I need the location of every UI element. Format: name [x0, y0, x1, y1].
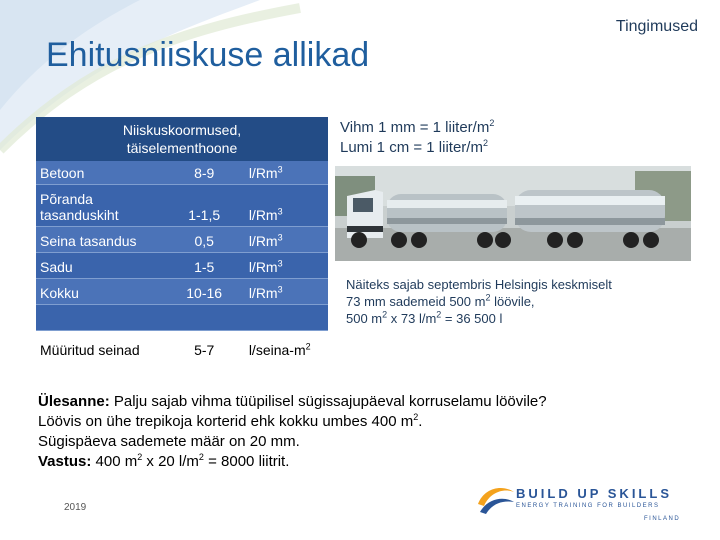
row-label	[36, 327, 166, 330]
exercise-line-2: Löövis on ühe trepikoja korterid ehk kokku umbes 400 $m^2$.	[38, 412, 423, 430]
table-header-line-1: Niiskuskoormused,	[122, 122, 242, 138]
row-value: 8-9	[194, 165, 215, 181]
note-line-2: 73 mm sademeid 500 $m^2$ löövile,	[346, 292, 535, 309]
row-value: 10-16	[186, 285, 223, 301]
exercise-block	[38, 392, 688, 472]
row-unit: l/Rm$^3$	[248, 232, 283, 249]
table-header	[36, 117, 328, 161]
row-value: 1-5	[194, 259, 215, 275]
row-label: Betoon	[40, 165, 85, 181]
helsinki-example-note	[346, 276, 686, 327]
section-label: Tingimused	[615, 18, 698, 35]
exercise-question: Ülesanne: Palju sajab vihma tüüpilisel sügissajupäeval korruselamu löövile?	[38, 393, 547, 410]
build-up-skills-logo	[476, 480, 696, 530]
logo-swoosh-icon	[476, 482, 516, 518]
table-row	[36, 279, 328, 305]
row-unit: $l/seina-m^2$	[248, 341, 311, 358]
table-row	[36, 185, 328, 227]
row-unit: l/Rm$^3$	[248, 164, 283, 181]
table-row	[36, 253, 328, 279]
row-value: 1-1,5	[188, 207, 221, 223]
table-header-line-2: täiselementhoone	[126, 140, 238, 156]
note-line-1: Näiteks sajab septembris Helsingis keskmiselt	[346, 277, 612, 292]
rain-conversion	[340, 118, 494, 158]
row-label: Põranda tasanduskiht	[40, 191, 119, 223]
row-unit: l/Rm$^3$	[248, 206, 283, 223]
footer-year: 2019	[64, 502, 87, 513]
snow-line: Lumi 1 cm = 1 liiter/$m^2$	[340, 138, 488, 156]
logo-country-text: FINLAND	[644, 516, 681, 522]
note-line-3: 500 $m^2$ x 73 $l/m^2 = 36$ 500 l	[346, 309, 503, 326]
table-row	[36, 305, 328, 331]
table-row	[36, 331, 328, 361]
moisture-load-table	[36, 117, 328, 361]
slide-title: Ehitusniiskuse allikad	[46, 36, 370, 74]
row-value	[166, 327, 243, 330]
logo-sub-text: ENERGY TRAINING FOR BUILDERS	[516, 503, 660, 509]
row-value: 5-7	[194, 342, 215, 358]
table-row	[36, 161, 328, 185]
logo-main-text: BUILD UP SKILLS	[516, 486, 672, 501]
row-unit: l/Rm$^3$	[248, 258, 283, 275]
row-label: Kokku	[40, 285, 79, 301]
rain-line: Vihm 1 mm = 1 liiter/$m^2$	[340, 118, 495, 136]
row-label: Sadu	[40, 259, 73, 275]
exercise-answer: Vastus: 400 $m^2$ x 20 $l/m^2 = 8000$ liitrit.	[38, 452, 290, 470]
exercise-line-3: Sügispäeva sademete määr on 20 mm.	[38, 433, 300, 450]
row-label: Müüritud seinad	[40, 342, 140, 358]
row-unit: l/Rm$^3$	[248, 284, 283, 301]
table-row	[36, 227, 328, 253]
row-label: Seina tasandus	[40, 233, 137, 249]
row-value: 0,5	[194, 233, 214, 249]
row-unit	[243, 327, 328, 330]
tanker-truck-image	[335, 166, 691, 261]
